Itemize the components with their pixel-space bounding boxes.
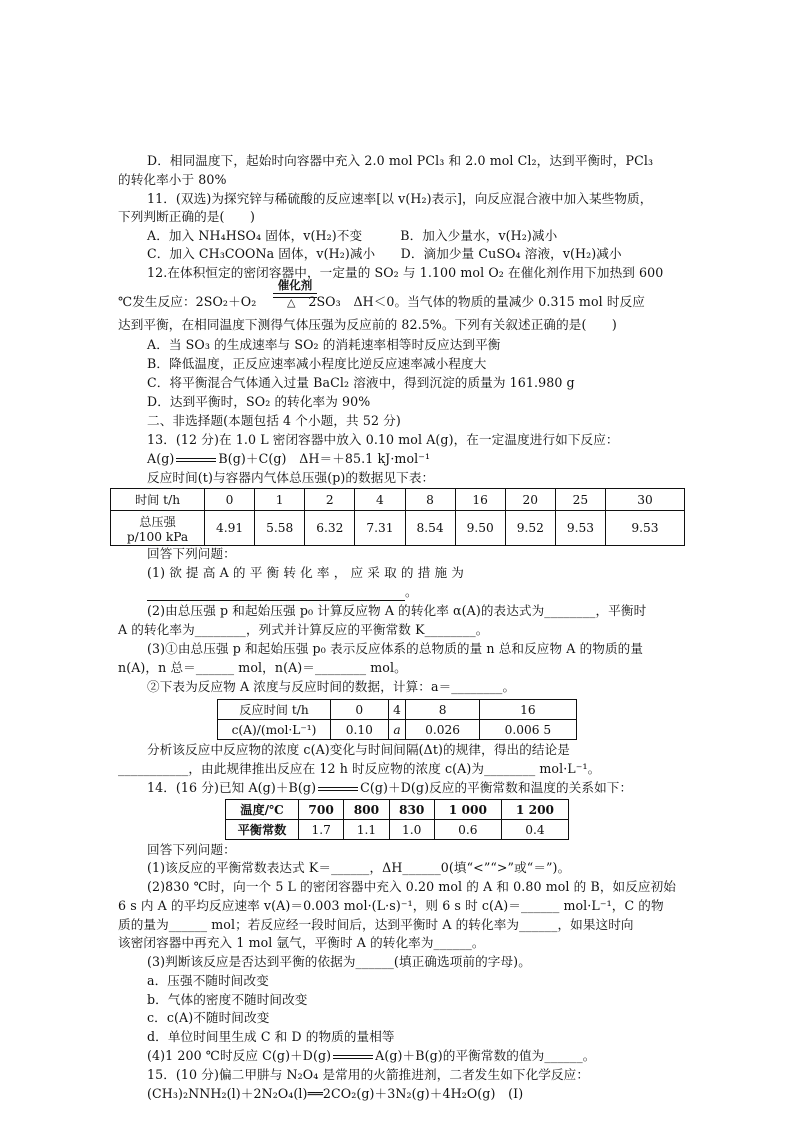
q14-part4-left: (4)1 200 ℃时反应 C(g)＋D(g) xyxy=(147,1048,332,1063)
table-cell: 830 xyxy=(389,800,434,820)
table-cell: 1 000 xyxy=(434,800,501,820)
q12-stem: 12.在体积恒定的密闭容器中，一定量的 SO₂ 与 1.100 mol O₂ 在催化剂作用下加热到 600 xyxy=(147,265,664,280)
q13-stem: 13．(12 分)在 1.0 L 密闭容器中放入 0.10 mol A(g)，在一定温度进行如下反应： xyxy=(147,432,619,447)
q14-stem xyxy=(147,780,632,796)
table-header-line: p/100 kPa xyxy=(126,529,189,544)
equilibrium-arrow-icon xyxy=(318,784,358,794)
q12-option-b: B．降低温度，正反应速率减小程度比逆反应速率减小程度大 xyxy=(147,356,487,371)
section-heading: 二、非选择题(本题包括 4 个小题，共 52 分) xyxy=(147,413,401,428)
q13-part3-table-intro: ②下表为反应物 A 浓度与反应时间的数据，计算：a＝________。 xyxy=(147,679,516,694)
table-cell: 4.91 xyxy=(205,511,255,546)
table-cell: 25 xyxy=(555,489,605,511)
q13-part3: (3)①由总压强 p 和起始压强 p₀ 表示反应体系的总物质的量 n 总和反应物 A 的物质的量 xyxy=(147,641,644,656)
table-cell: 0.10 xyxy=(331,720,389,740)
q13-reaction-right: B(g)＋C(g) ΔH＝＋85.1 kJ·mol⁻¹ xyxy=(218,451,431,466)
q11-options-ab: A．加入 NH₄HSO₄ 固体，v(H₂)不变 B．加入少量水，v(H₂)减小 xyxy=(147,228,558,243)
table-cell: 0.6 xyxy=(434,820,501,840)
table-cell: 9.52 xyxy=(505,511,555,546)
q13-part2-cont: A 的转化率为________，列式并计算反应的平衡常数 K________。 xyxy=(118,622,489,637)
q13-part1-end: 。 xyxy=(405,584,418,599)
answer-blank[interactable] xyxy=(147,584,405,601)
table-cell: 1.0 xyxy=(389,820,434,840)
table-cell: 7.31 xyxy=(355,511,405,546)
heat-triangle-icon: △ xyxy=(287,296,296,309)
table-cell: 4 xyxy=(355,489,405,511)
q15-reaction: (CH₃)₂NNH₂(l)＋2N₂O₄(l)══2CO₂(g)＋3N₂(g)＋4H₂O(g) (Ⅰ) xyxy=(147,1086,524,1101)
q13-analysis: 分析该反应中反应物的浓度 c(A)变化与时间间隔(Δt)的规律，得出的结论是 xyxy=(147,742,570,757)
q14-option-d: d．单位时间里生成 C 和 D 的物质的量相等 xyxy=(147,1029,395,1044)
table-cell: 800 xyxy=(344,800,389,820)
table-cell: 0 xyxy=(205,489,255,511)
q15-stem: 15．(10 分)偏二甲肼与 N₂O₄ 是常用的火箭推进剂，二者发生如下化学反应： xyxy=(147,1067,590,1082)
q14-stem-left: 14．(16 分)已知 A(g)＋B(g) xyxy=(147,780,317,795)
q13-table-intro: 反应时间(t)与容器内气体总压强(p)的数据见下表： xyxy=(147,470,435,485)
table-cell: 9.53 xyxy=(606,511,685,546)
q12-option-d: D．达到平衡时，SO₂ 的转化率为 90% xyxy=(147,394,371,409)
q11-stem-cont: 下列判断正确的是( ) xyxy=(118,209,255,224)
table-cell: 0.026 xyxy=(406,720,479,740)
q14-part2-cont2: 质的量为______ mol；若反应经一段时间后，达到平衡时 A 的转化率为______，如果这时向 xyxy=(118,917,634,932)
q13-analysis-cont: ___________，由此规律推出反应在 12 h 时反应物的浓度 c(A)为________ mol·L⁻¹。 xyxy=(118,761,601,776)
q14-part1: (1)该反应的平衡常数表达式 K＝______，ΔH______0(填“<”“>”或“＝”)。 xyxy=(147,860,571,875)
table-cell: 1.7 xyxy=(299,820,344,840)
q14-part2: (2)830 ℃时，向一个 5 L 的密闭容器中充入 0.20 mol 的 A 和 0.80 mol 的 B，如反应初始 xyxy=(147,879,676,894)
table-cell: 16 xyxy=(455,489,505,511)
table-cell: 30 xyxy=(606,489,685,511)
table-header-line: 总压强 xyxy=(139,514,176,529)
q10-option-d: D．相同温度下，起始时向容器中充入 2.0 mol PCl₃ 和 2.0 mol Cl₂，达到平衡时，PCl₃ xyxy=(147,153,654,168)
q14-part2-cont3: 该密闭容器中再充入 1 mol 氩气，平衡时 A 的转化率为______。 xyxy=(118,935,485,950)
q14-part4-right: A(g)＋B(g)的平衡常数的值为______。 xyxy=(375,1048,596,1063)
table-cell: 平衡常数 xyxy=(226,820,299,840)
table-cell: 5.58 xyxy=(255,511,305,546)
table-cell: 700 xyxy=(299,800,344,820)
table-cell: 1 xyxy=(255,489,305,511)
table-cell: 20 xyxy=(505,489,555,511)
table-cell: 8.54 xyxy=(405,511,455,546)
table-cell: c(A)/(mol·L⁻¹) xyxy=(218,720,331,740)
q12-option-c: C．将平衡混合气体通入过量 BaCl₂ 溶液中，得到沉淀的质量为 161.980 g xyxy=(147,375,575,390)
equilibrium-arrow-icon xyxy=(333,1052,373,1062)
table-cell: 8 xyxy=(406,700,479,720)
q14-option-b: b．气体的密度不随时间改变 xyxy=(147,992,308,1007)
catalyst-label: 催化剂 xyxy=(277,278,313,292)
table-cell: 1 200 xyxy=(501,800,568,820)
table-cell: 6.32 xyxy=(305,511,355,546)
q10-option-d-cont: 的转化率小于 80% xyxy=(118,172,227,187)
q13-part3-cont: n(A)，n 总＝______ mol，n(A)＝________ mol。 xyxy=(118,660,407,675)
q14-part2-cont1: 6 s 内 A 的平均反应速率 v(A)＝0.003 mol·(L·s)⁻¹，则 6 s 时 c(A)＝______ mol·L⁻¹，C 的物 xyxy=(118,898,664,913)
q14-answer-heading: 回答下列问题： xyxy=(147,842,236,857)
q14-part3: (3)判断该反应是否达到平衡的依据为______(填正确选项前的字母)。 xyxy=(147,954,531,969)
table-cell: 16 xyxy=(479,700,576,720)
q14-part4 xyxy=(147,1048,595,1064)
q11-stem: 11．(双选)为探究锌与稀硫酸的反应速率[以 v(H₂)表示]，向反应混合液中加入某些物质， xyxy=(147,191,653,206)
q12-stem-cont: 达到平衡，在相同温度下测得气体压强为反应前的 82.5%。下列有关叙述正确的是( ) xyxy=(118,317,617,332)
q13-reaction-left: A(g) xyxy=(147,451,175,466)
table-cell: 1.1 xyxy=(344,820,389,840)
q12-reaction-left: ℃发生反应：2SO₂＋O₂ xyxy=(118,294,257,309)
q14-option-a: a．压强不随时间改变 xyxy=(147,973,269,988)
table-cell: 9.53 xyxy=(555,511,605,546)
table-cell: 反应时间 t/h xyxy=(218,700,331,720)
q13-part1: (1) 欲 提 高 A 的 平 衡 转 化 率 ， 应 采 取 的 措 施 为 xyxy=(147,565,464,580)
table-header: 时间 t/h xyxy=(111,489,205,511)
q13-part2: (2)由总压强 p 和起始压强 p₀ 计算反应物 A 的转化率 α(A)的表达式为________，平衡时 xyxy=(147,603,647,618)
table-cell: 8 xyxy=(405,489,455,511)
q11-options-cd: C．加入 CH₃COONa 固体，v(H₂)减小 D．滴加少量 CuSO₄ 溶液，v(H₂)减小 xyxy=(147,246,622,261)
table-cell: 温度/℃ xyxy=(226,800,299,820)
q12-option-a: A．当 SO₃ 的生成速率与 SO₂ 的消耗速率相等时反应达到平衡 xyxy=(147,337,501,352)
table-cell: 4 xyxy=(388,700,406,720)
concentration-table xyxy=(217,699,577,740)
table-cell: 0.4 xyxy=(501,820,568,840)
table-cell: 0.006 5 xyxy=(479,720,576,740)
equilibrium-constant-table xyxy=(225,799,569,840)
table-cell: 0 xyxy=(331,700,389,720)
table-cell: 9.50 xyxy=(455,511,505,546)
q14-option-c: c．c(A)不随时间改变 xyxy=(147,1010,270,1025)
q13-answer-heading: 回答下列问题： xyxy=(147,546,236,561)
table-cell: a xyxy=(388,720,406,740)
q13-part1-blank xyxy=(147,584,418,601)
q14-stem-right: C(g)＋D(g)反应的平衡常数和温度的关系如下： xyxy=(360,780,633,795)
table-cell: 2 xyxy=(305,489,355,511)
q12-reaction-right: 2SO₃ ΔH＜0。当气体的物质的量减少 0.315 mol 时反应 xyxy=(308,294,645,309)
